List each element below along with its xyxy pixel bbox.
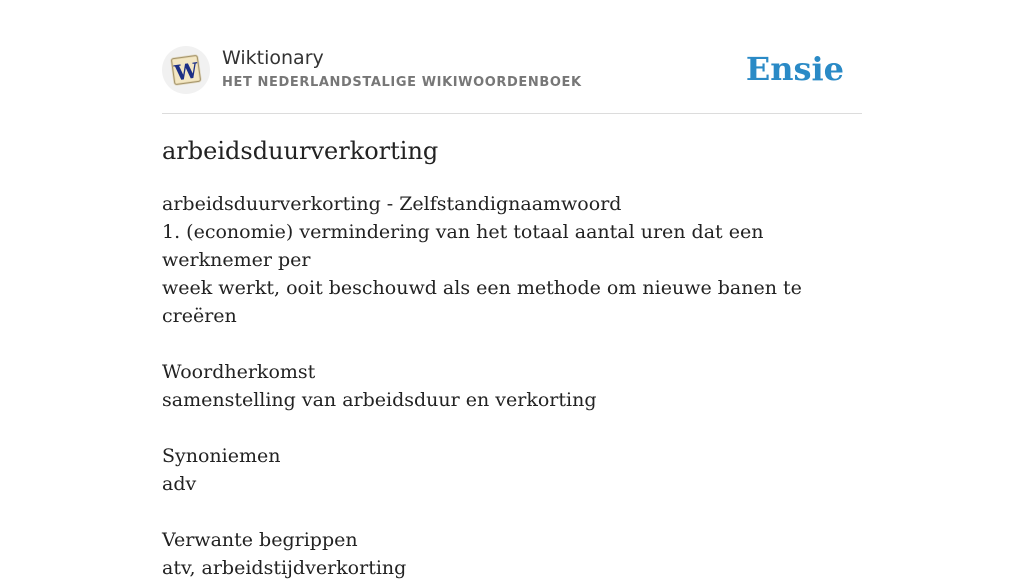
spacer [162,498,862,526]
source-subtitle: HET NEDERLANDSTALIGE WIKIWOORDENBOEK [222,75,582,90]
etymology-heading: Woordherkomst [162,361,316,383]
spacer [162,330,862,358]
source-title[interactable]: Wiktionary [222,47,324,69]
word-type-line: arbeidsduurverkorting - Zelfstandignaamwoord [162,193,622,215]
etymology-text: samenstelling van arbeidsduur en verkorting [162,389,597,411]
entry-content [162,190,862,582]
brand-logo[interactable]: Ensie [745,50,844,88]
spacer [162,414,862,442]
logo-letter: W [172,57,200,86]
related-text: atv, arbeidstijdverkorting [162,557,407,579]
page-title: arbeidsduurverkorting [162,137,439,165]
wiktionary-logo-icon [162,46,210,94]
definition-line-2: week werkt, ooit beschouwd als een methode om nieuwe banen te creëren [162,277,802,327]
related-heading: Verwante begrippen [162,529,358,551]
synonyms-heading: Synoniemen [162,445,281,467]
definition-line-1: 1. (economie) vermindering van het totaal aantal uren dat een werknemer per [162,221,764,271]
synonyms-text: adv [162,473,197,495]
site-header [162,44,862,114]
